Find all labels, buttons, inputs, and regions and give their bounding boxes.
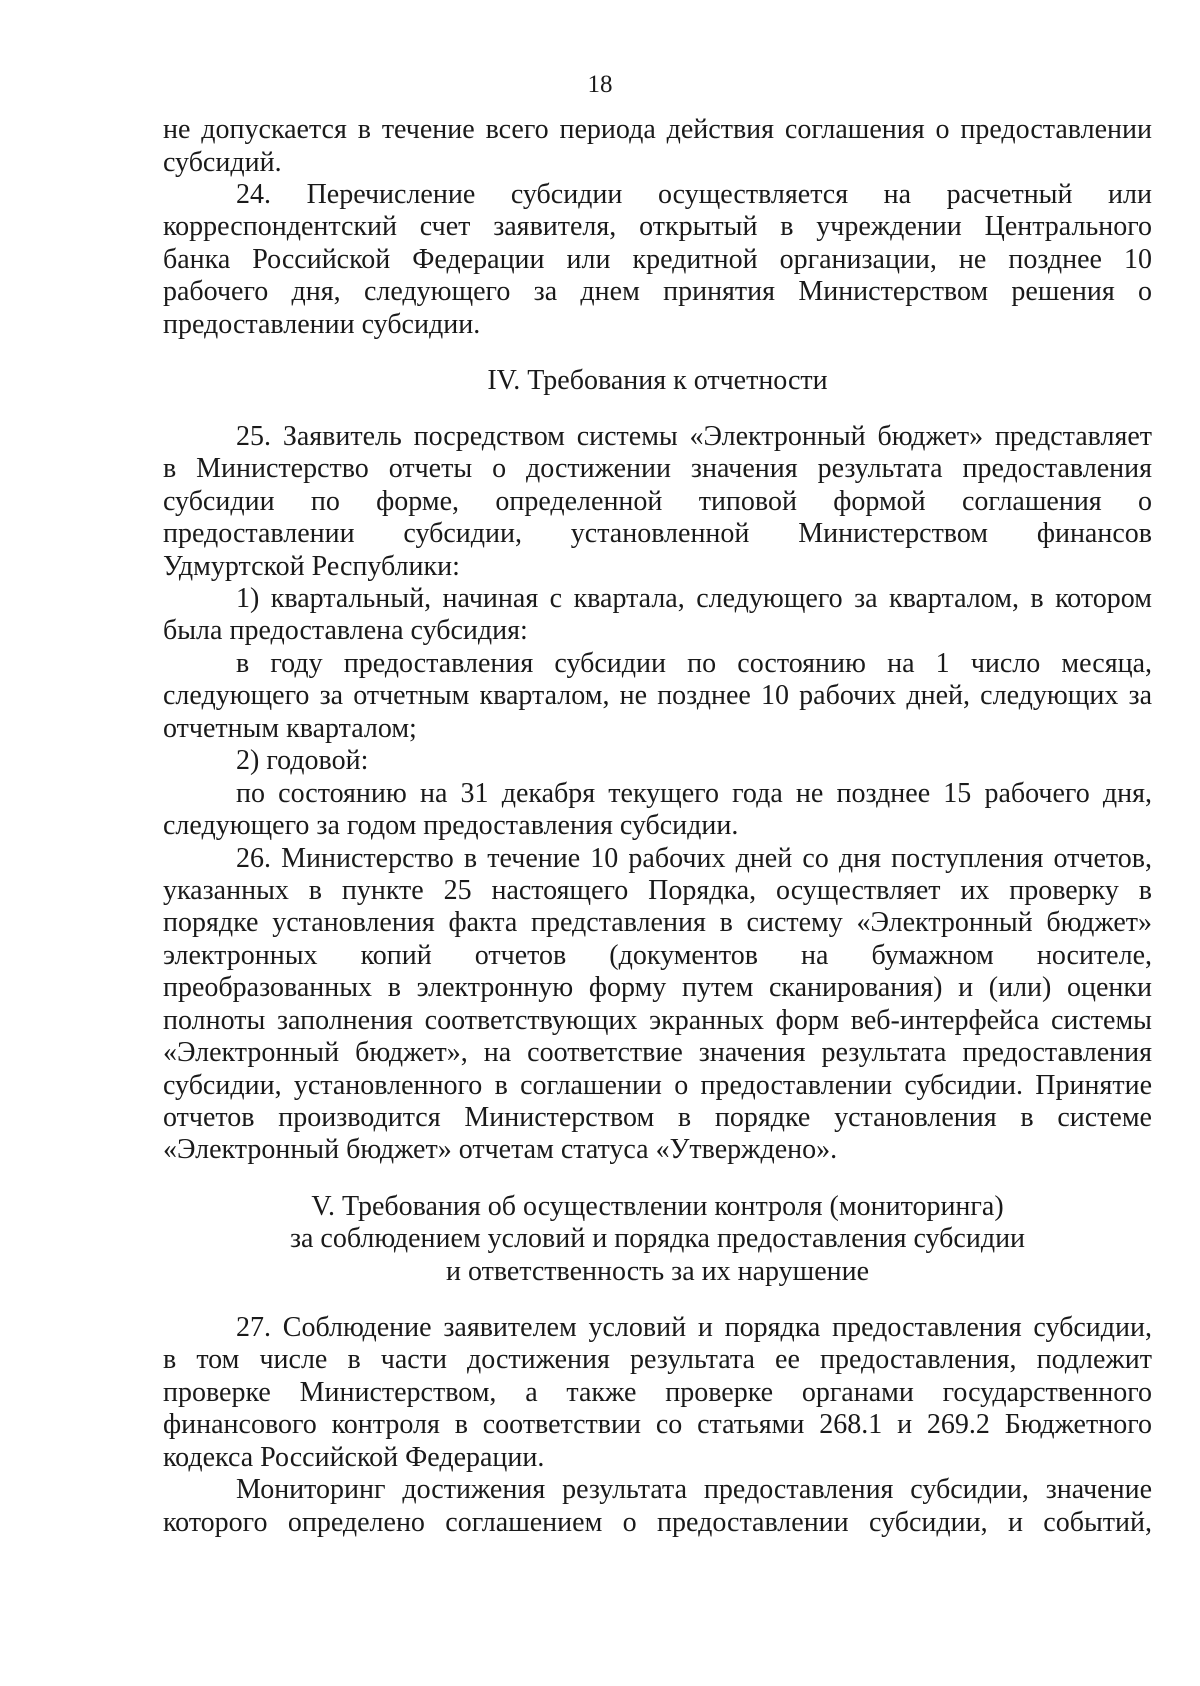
- paragraph-line: отчетов производится Министерством в порядке установления в системе: [163, 1102, 1152, 1133]
- section-heading: V. Требования об осуществлении контроля (мониторинга): [311, 1191, 1004, 1222]
- paragraph-line: 24. Перечисление субсидии осуществляется на расчетный или: [236, 179, 1152, 210]
- paragraph-line: 27. Соблюдение заявителем условий и порядка предоставления субсидии,: [236, 1312, 1152, 1343]
- paragraph-line: субсидии по форме, определенной типовой формой соглашения о: [163, 486, 1152, 517]
- paragraph-line: отчетным кварталом;: [163, 713, 417, 744]
- paragraph-line: следующего за отчетным кварталом, не позднее 10 рабочих дней, следующих за: [163, 680, 1152, 711]
- paragraph-line: была предоставлена субсидия:: [163, 615, 528, 646]
- paragraph-line: следующего за годом предоставления субсидии.: [163, 810, 739, 841]
- paragraph-line: указанных в пункте 25 настоящего Порядка, осуществляет их проверку в: [163, 875, 1152, 906]
- paragraph-line: Мониторинг достижения результата предоставления субсидии, значение: [236, 1474, 1152, 1505]
- paragraph-line: которого определено соглашением о предоставлении субсидии, и событий,: [163, 1507, 1152, 1538]
- paragraph-line: рабочего дня, следующего за днем принятия Министерством решения о: [163, 276, 1152, 307]
- paragraph-line: «Электронный бюджет», на соответствие значения результата предоставления: [163, 1037, 1152, 1068]
- paragraph-line: по состоянию на 31 декабря текущего года не позднее 15 рабочего дня,: [236, 778, 1152, 809]
- paragraph-line: 26. Министерство в течение 10 рабочих дней со дня поступления отчетов,: [236, 843, 1152, 874]
- paragraph-line: преобразованных в электронную форму путем сканирования) и (или) оценки: [163, 972, 1152, 1003]
- paragraph-line: не допускается в течение всего периода действия соглашения о предоставлении: [163, 114, 1152, 145]
- section-heading: за соблюдением условий и порядка предоставления субсидии: [289, 1223, 1026, 1254]
- paragraph-line: субсидий.: [163, 147, 282, 178]
- paragraph-line: финансового контроля в соответствии со статьями 268.1 и 269.2 Бюджетного: [163, 1409, 1152, 1440]
- page-number: 18: [587, 71, 613, 98]
- section-heading: IV. Требования к отчетности: [487, 365, 828, 396]
- paragraph-line: субсидии, установленного в соглашении о предоставлении субсидии. Принятие: [163, 1070, 1152, 1101]
- paragraph-line: Удмуртской Республики:: [163, 551, 460, 582]
- paragraph-line: в Министерство отчеты о достижении значения результата предоставления: [163, 453, 1152, 484]
- paragraph-line: электронных копий отчетов (документов на бумажном носителе,: [163, 940, 1152, 971]
- paragraph-line: 1) квартальный, начиная с квартала, следующего за кварталом, в котором: [236, 583, 1152, 614]
- paragraph-line: проверке Министерством, а также проверке органами государственного: [163, 1377, 1152, 1408]
- paragraph-line: «Электронный бюджет» отчетам статуса «Утверждено».: [163, 1134, 838, 1165]
- paragraph-line: корреспондентский счет заявителя, открытый в учреждении Центрального: [163, 211, 1152, 242]
- paragraph-line: 2) годовой:: [236, 745, 369, 776]
- paragraph-line: в том числе в части достижения результата ее предоставления, подлежит: [163, 1344, 1152, 1375]
- paragraph-line: в году предоставления субсидии по состоянию на 1 число месяца,: [236, 648, 1152, 679]
- paragraph-line: порядке установления факта представления в систему «Электронный бюджет»: [163, 907, 1152, 938]
- paragraph-line: предоставлении субсидии.: [163, 309, 481, 340]
- paragraph-line: банка Российской Федерации или кредитной организации, не позднее 10: [163, 244, 1152, 275]
- section-heading: и ответственность за их нарушение: [445, 1256, 870, 1287]
- paragraph-line: кодекса Российской Федерации.: [163, 1442, 545, 1473]
- paragraph-line: 25. Заявитель посредством системы «Электронный бюджет» представляет: [236, 421, 1152, 452]
- paragraph-line: предоставлении субсидии, установленной Министерством финансов: [163, 518, 1152, 549]
- paragraph-line: полноты заполнения соответствующих экранных форм веб-интерфейса системы: [163, 1005, 1152, 1036]
